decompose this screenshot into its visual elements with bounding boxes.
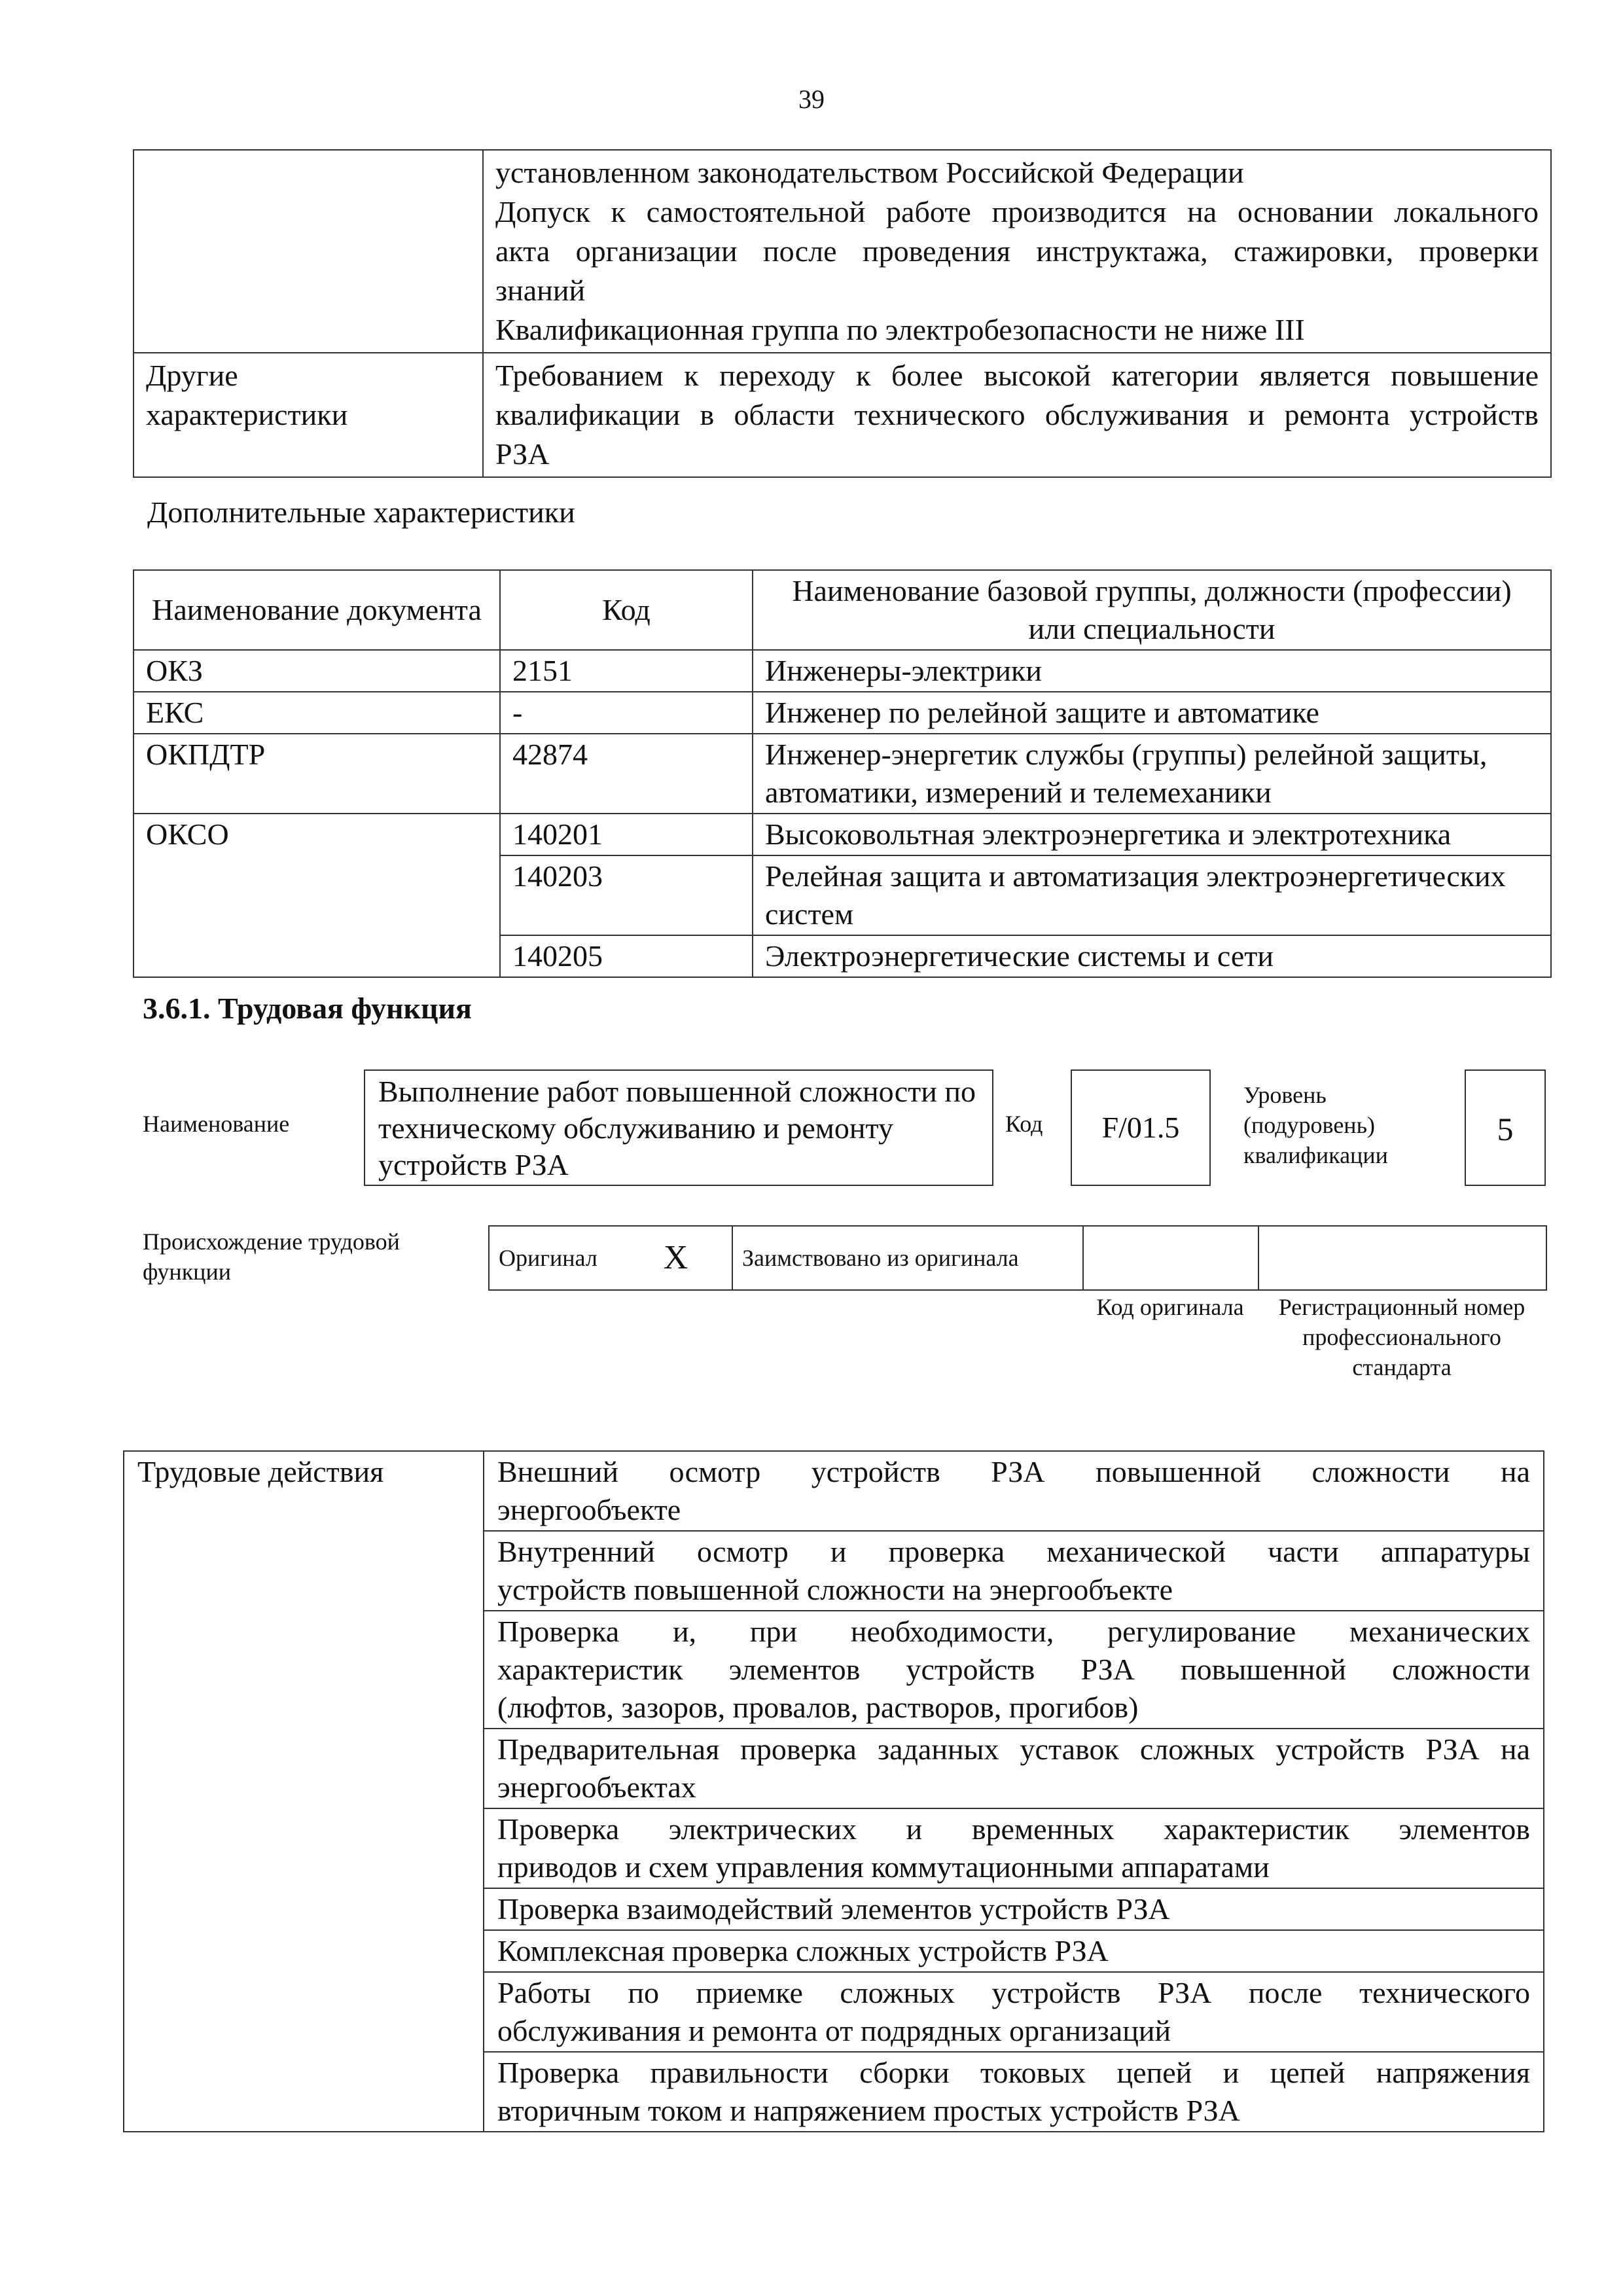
origin-label: Происхождение трудовой функции	[143, 1229, 400, 1285]
text-line: акта организации после проведения инструктажа, стажировки, проверки	[495, 234, 1539, 268]
labor-action	[484, 2052, 1544, 2132]
text-line: характеристики	[146, 398, 348, 431]
text-line: Работы по приемке сложных устройств РЗА после технического	[497, 1976, 1530, 2009]
table-row	[134, 150, 1551, 353]
code-cell: 140205	[500, 935, 753, 977]
text-line: РЗА	[495, 437, 550, 471]
table-row	[134, 353, 1551, 477]
code-cell: 2151	[500, 650, 753, 692]
text-line: обслуживания и ремонта от подрядных организаций	[497, 2014, 1171, 2047]
registration-number-caption: Регистрационный номер профессионального стандарта	[1278, 1294, 1525, 1380]
text-line: знаний	[495, 274, 586, 307]
labor-function-name: Выполнение работ повышенной сложности по техническому обслуживанию и ремонту устройств РЗА	[364, 1069, 993, 1186]
text-line: Требованием к переходу к более высокой категории является повышение	[495, 359, 1539, 392]
doc-cell: ОКСО	[134, 814, 500, 977]
text-line: энергообъекте	[497, 1493, 681, 1526]
text-line: устройств повышенной сложности на энергообъекте	[497, 1573, 1173, 1606]
text-line: (люфтов, зазоров, провалов, растворов, прогибов)	[497, 1691, 1139, 1724]
name-cell: Инженер-энергетик службы (группы) релейной защиты, автоматики, измерений и телемеханики	[753, 734, 1551, 814]
text-line: Другие	[146, 359, 238, 392]
text-line: Проверка и, при необходимости, регулирование механических	[497, 1615, 1530, 1648]
text-line: Допуск к самостоятельной работе производится на основании локального	[495, 195, 1539, 228]
original-mark: X	[620, 1226, 732, 1290]
code-cell: -	[500, 692, 753, 734]
original-label: Оригинал	[489, 1226, 620, 1290]
labor-action	[484, 1930, 1544, 1972]
text-line: Комплексная проверка сложных устройств РЗА	[497, 1934, 1109, 1967]
other-characteristics-cell	[483, 353, 1551, 477]
name-label: Наименование	[143, 1111, 290, 1137]
qualification-level: 5	[1465, 1069, 1546, 1186]
name-cell: Высоковольтная электроэнергетика и электротехника	[753, 814, 1551, 855]
labor-function-code: F/01.5	[1071, 1069, 1211, 1186]
text-line: Предварительная проверка заданных уставок сложных устройств РЗА на	[497, 1732, 1530, 1766]
name-cell: Инженер по релейной защите и автоматике	[753, 692, 1551, 734]
labor-action	[484, 1972, 1544, 2052]
text-line: энергообъектах	[497, 1770, 696, 1804]
level-label: Уровень (подуровень) квалификации	[1243, 1082, 1388, 1168]
labor-action	[484, 1888, 1544, 1930]
column-header-document: Наименование документа	[134, 570, 500, 650]
text-line: Внешний осмотр устройств РЗА повышенной сложности на	[497, 1455, 1530, 1488]
labor-action	[484, 1808, 1544, 1888]
doc-cell: ЕКС	[134, 692, 500, 734]
name-cell: Электроэнергетические системы и сети	[753, 935, 1551, 977]
additional-characteristics-table	[133, 569, 1552, 978]
labor-action	[484, 1531, 1544, 1611]
code-label: Код	[1005, 1111, 1043, 1137]
code-cell: 140203	[500, 855, 753, 935]
text-line: установленном законодательством Российской Федерации	[495, 156, 1244, 189]
text-line: Проверка правильности сборки токовых цепей и цепей напряжения	[497, 2056, 1530, 2089]
table-row	[134, 692, 1551, 734]
text-line: квалификации в области технического обслуживания и ремонта устройств	[495, 398, 1539, 431]
labor-action	[484, 1611, 1544, 1729]
code-cell: 42874	[500, 734, 753, 814]
doc-cell: ОКПДТР	[134, 734, 500, 814]
origin-table	[488, 1225, 1547, 1291]
labor-action	[484, 1729, 1544, 1808]
table-row	[134, 814, 1551, 855]
requirements-cell	[483, 150, 1551, 353]
page-number: 39	[798, 84, 825, 114]
table-row	[489, 1226, 1546, 1290]
text-line: Проверка электрических и временных характеристик элементов	[497, 1812, 1530, 1846]
text-line: характеристик элементов устройств РЗА повышенной сложности	[497, 1653, 1530, 1686]
table-row	[124, 1451, 1544, 1531]
row-label-empty	[134, 150, 483, 353]
text-line: Квалификационная группа по электробезопасности не ниже III	[495, 313, 1305, 346]
labor-action	[484, 1451, 1544, 1531]
additional-characteristics-heading: Дополнительные характеристики	[147, 495, 575, 529]
table-row	[134, 734, 1551, 814]
doc-cell: ОКЗ	[134, 650, 500, 692]
labor-actions-table	[123, 1450, 1544, 2132]
table-row	[134, 650, 1551, 692]
name-cell: Инженеры-электрики	[753, 650, 1551, 692]
borrowed-label: Заимствовано из оригинала	[732, 1226, 1083, 1290]
text-line: Внутренний осмотр и проверка механической части аппаратуры	[497, 1535, 1530, 1568]
original-code-cell	[1083, 1226, 1258, 1290]
section-title: 3.6.1. Трудовая функция	[143, 992, 472, 1025]
text-line: вторичным током и напряжением простых устройств РЗА	[497, 2094, 1240, 2127]
column-header-code: Код	[500, 570, 753, 650]
original-code-caption: Код оригинала	[1096, 1294, 1244, 1320]
column-header-name: Наименование базовой группы, должности (профессии) или специальности	[753, 570, 1551, 650]
table-header-row	[134, 570, 1551, 650]
labor-actions-label: Трудовые действия	[124, 1451, 484, 2132]
registration-number-cell	[1258, 1226, 1546, 1290]
other-characteristics-label	[134, 353, 483, 477]
code-cell: 140201	[500, 814, 753, 855]
text-line: Проверка взаимодействий элементов устройств РЗА	[497, 1892, 1170, 1926]
text-line: приводов и схем управления коммутационными аппаратами	[497, 1850, 1270, 1884]
qualification-requirements-table	[133, 149, 1552, 478]
name-cell: Релейная защита и автоматизация электроэнергетических систем	[753, 855, 1551, 935]
